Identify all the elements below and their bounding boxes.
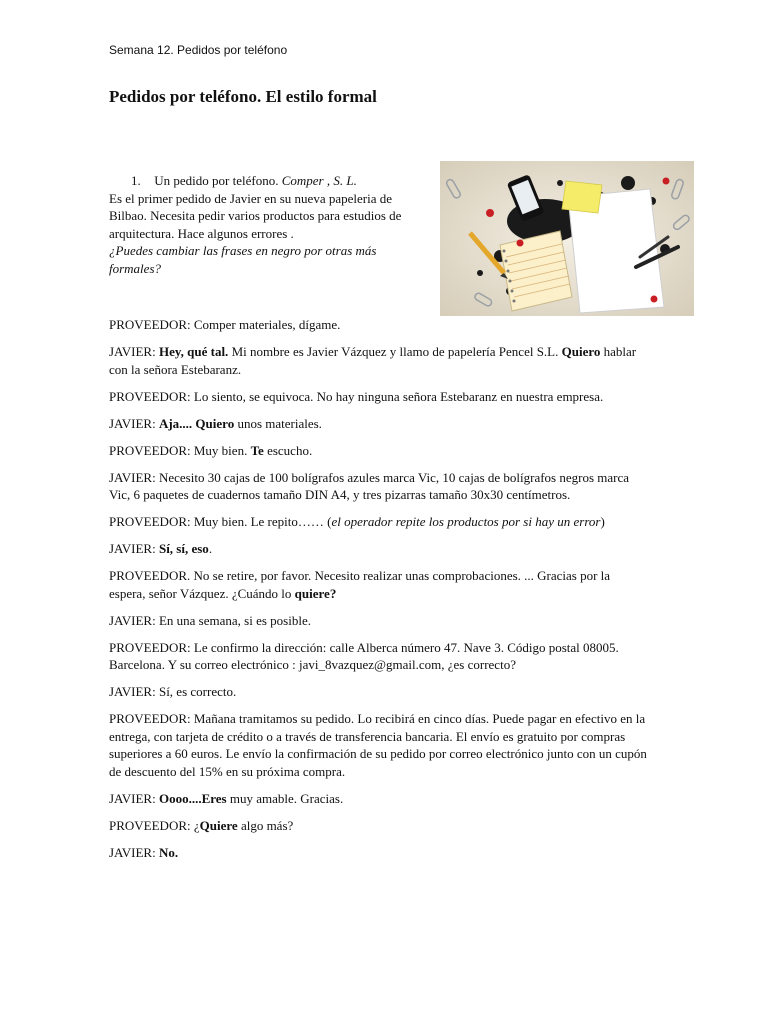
italic-phrase: el operador repite los productos por si hay un error — [331, 514, 601, 529]
dialogue-text: algo más? — [237, 817, 294, 833]
speaker-label: JAVIER: — [109, 344, 156, 359]
dialogue-text: Muy bien. Le repito…… ( — [190, 514, 332, 529]
illustration-svg — [440, 161, 694, 316]
document-title: Pedidos por teléfono. El estilo formal — [109, 87, 377, 106]
bold-phrase: No. — [158, 844, 179, 860]
dialogue-text: ¿ — [190, 817, 200, 833]
dialogue-text: No se retire, por favor. Necesito realizar unas comprobaciones. ... Gracias por la espera, señor Vázquez. ¿Cuándo lo — [109, 568, 611, 601]
dialogue-text: . — [208, 541, 213, 556]
dialogue-line — [109, 710, 649, 780]
exercise-heading-text: Un pedido por teléfono. — [154, 173, 279, 188]
dialogue-line — [109, 817, 649, 835]
dialogue-line — [109, 790, 649, 808]
bold-phrase: Aja.... Quiero — [158, 415, 235, 431]
page-header: Semana 12. Pedidos por teléfono — [109, 43, 288, 57]
dialogue-text: Sí, es correcto. — [155, 684, 237, 699]
dialogue-line — [109, 540, 649, 558]
dialogue-text: Lo siento, se equivoca. No hay ninguna señora Estebaranz en nuestra empresa. — [190, 388, 604, 404]
sticky-note-icon — [562, 181, 602, 213]
dialogue — [109, 316, 649, 871]
dialogue-line — [109, 612, 649, 630]
dialogue-line — [109, 442, 649, 460]
exercise-question: ¿Puedes cambiar las frases en negro por otras más formales? — [109, 243, 377, 276]
dialogue-text: Mañana tramitamos su pedido. Lo recibirá en cinco días. Puede pagar en efectivo en la entrega, con tarjeta de crédito o a través de transferencia bancaria. El envío es gratuito por compras superiores a 60 euros. Le envío la confirmación de su pedido por correo electrónico junto con un cupón de descuento del 15% en su próxima compra. — [109, 711, 647, 779]
dialogue-line — [109, 567, 649, 602]
speaker-label: JAVIER: — [109, 612, 156, 628]
dialogue-text: Le confirmo la dirección: calle Alberca número 47. Nave 3. Código postal 08005. Barcelona. Y su correo electrónico : javi_8vazquez@gmail.com, ¿es correcto? — [109, 639, 619, 672]
speaker-label: JAVIER: — [109, 415, 156, 431]
dialogue-text: En una semana, si es posible. — [155, 612, 311, 628]
dialogue-text: muy amable. Gracias. — [226, 790, 344, 806]
exercise-heading — [109, 172, 429, 190]
dialogue-text: unos materiales. — [234, 415, 322, 431]
dialogue-line — [109, 844, 649, 862]
dialogue-text: hablar con la señora Estebaranz. — [109, 344, 637, 377]
dialogue-text: Muy bien. — [190, 442, 251, 458]
speaker-label: PROVEEDOR: — [109, 514, 191, 529]
speaker-label: JAVIER: — [109, 844, 156, 860]
dialogue-line — [109, 683, 649, 701]
dialogue-line — [109, 316, 649, 334]
speaker-label: PROVEEDOR. — [109, 568, 191, 583]
bold-phrase: quiere? — [294, 585, 337, 601]
dialogue-line — [109, 639, 649, 674]
bold-phrase: Hey, qué tal. — [158, 344, 229, 359]
speaker-label: JAVIER: — [109, 790, 156, 806]
dialogue-text: Necesito 30 cajas de 100 bolígrafos azules marca Vic, 10 cajas de bolígrafos negros marca Vic, 6 paquetes de cuadernos tamaño DIN A4, y tres pizarras tamaño 30x30 centímetros. — [109, 469, 630, 502]
exercise-intro — [109, 172, 429, 277]
dialogue-text: ) — [600, 514, 605, 529]
office-supplies-illustration — [440, 161, 694, 316]
dialogue-line — [109, 388, 649, 406]
speaker-label: JAVIER: — [109, 684, 156, 699]
speaker-label: PROVEEDOR: — [109, 711, 191, 726]
exercise-number: 1. — [131, 173, 141, 188]
bold-phrase: Oooo....Eres — [158, 790, 227, 806]
dialogue-line — [109, 513, 649, 531]
speaker-label: PROVEEDOR: — [109, 442, 191, 458]
notepad-icon — [500, 231, 572, 311]
speaker-label: PROVEEDOR: — [109, 388, 191, 404]
dialogue-text: Comper materiales, dígame. — [190, 317, 341, 332]
bold-phrase: Quiere — [199, 817, 238, 833]
speaker-label: PROVEEDOR: — [109, 639, 191, 655]
speaker-label: JAVIER: — [109, 469, 156, 485]
dialogue-text: escucho. — [263, 442, 313, 458]
dialogue-text: Mi nombre es Javier Vázquez y llamo de papelería Pencel S.L. — [228, 344, 562, 359]
bold-phrase: Sí, sí, eso — [158, 541, 209, 556]
exercise-description: Es el primer pedido de Javier en su nueva papeleria de Bilbao. Necesita pedir varios productos para estudios de arquitectura. Hace algunos errores . — [109, 190, 402, 241]
company-name: Comper , S. L. — [281, 173, 357, 188]
dialogue-line — [109, 343, 649, 378]
speaker-label: JAVIER: — [109, 541, 156, 556]
speaker-label: PROVEEDOR: — [109, 817, 191, 833]
dialogue-line — [109, 469, 649, 504]
speaker-label: PROVEEDOR: — [109, 317, 191, 332]
dialogue-line — [109, 415, 649, 433]
bold-phrase: Quiero — [561, 344, 601, 359]
bold-phrase: Te — [250, 442, 264, 458]
